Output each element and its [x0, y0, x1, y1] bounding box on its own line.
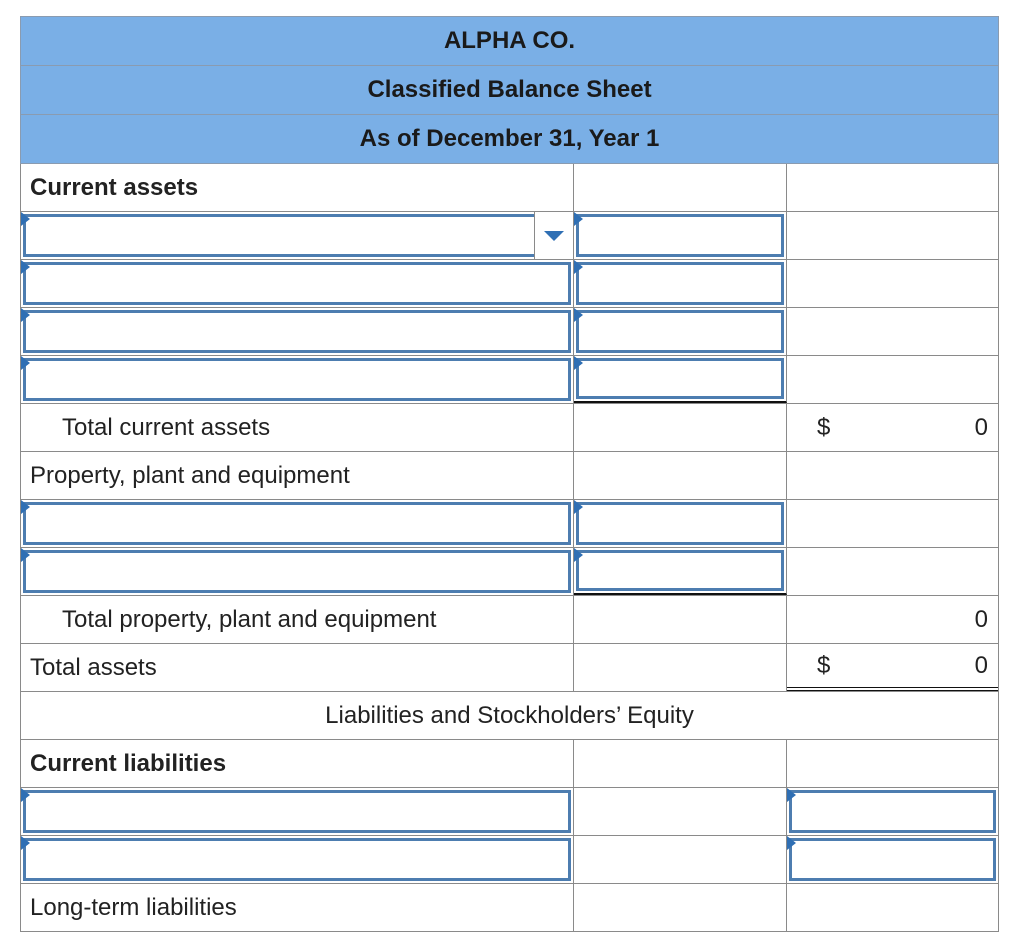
input-marker-icon	[574, 500, 583, 514]
total-current-assets-value: 0	[974, 413, 988, 441]
current-asset-3-amount-input[interactable]	[576, 310, 784, 353]
current-asset-1-account-select[interactable]	[23, 214, 571, 257]
input-marker-icon	[574, 212, 583, 226]
input-marker-icon	[787, 788, 796, 802]
current-asset-row-1	[20, 212, 999, 260]
current-asset-2-account-input[interactable]	[23, 262, 571, 305]
long-term-liabilities-label: Long-term liabilities	[21, 884, 574, 931]
current-liability-2-account-input[interactable]	[23, 838, 571, 881]
input-marker-icon	[787, 836, 796, 850]
current-liability-2-amount-input[interactable]	[789, 838, 996, 881]
statement-date: As of December 31, Year 1	[20, 114, 999, 164]
total-ppe-label: Total property, plant and equipment	[21, 596, 574, 643]
current-liabilities-heading-row	[20, 740, 999, 788]
liabilities-section-title: Liabilities and Stockholders’ Equity	[325, 701, 694, 729]
current-asset-row-2	[20, 260, 999, 308]
input-marker-icon	[21, 212, 30, 226]
input-marker-icon	[574, 308, 583, 322]
current-asset-4-account-input[interactable]	[23, 358, 571, 401]
currency-symbol: $	[817, 413, 831, 441]
current-asset-row-3	[20, 308, 999, 356]
total-assets-row	[20, 644, 999, 692]
current-asset-3-account-input[interactable]	[23, 310, 571, 353]
ppe-label: Property, plant and equipment	[21, 452, 574, 499]
input-marker-icon	[21, 308, 30, 322]
total-ppe-row	[20, 596, 999, 644]
input-marker-icon	[21, 260, 30, 274]
input-marker-icon	[21, 548, 30, 562]
liabilities-section-row	[20, 692, 999, 740]
input-marker-icon	[574, 548, 583, 562]
input-marker-icon	[21, 788, 30, 802]
input-marker-icon	[574, 356, 583, 370]
current-liabilities-label: Current liabilities	[21, 740, 574, 787]
current-assets-heading-row	[20, 164, 999, 212]
current-asset-1-amount-input[interactable]	[576, 214, 784, 257]
currency-symbol: $	[817, 651, 831, 679]
company-name: ALPHA CO.	[20, 16, 999, 65]
chevron-down-icon	[544, 231, 564, 241]
current-asset-2-amount-input[interactable]	[576, 262, 784, 305]
long-term-liabilities-heading-row	[20, 884, 999, 932]
total-assets-label: Total assets	[21, 644, 574, 691]
total-ppe-value: 0	[974, 605, 988, 633]
balance-sheet	[20, 16, 999, 932]
ppe-1-account-input[interactable]	[23, 502, 571, 545]
input-marker-icon	[574, 260, 583, 274]
ppe-2-amount-input[interactable]	[576, 550, 784, 591]
ppe-1-amount-input[interactable]	[576, 502, 784, 545]
current-liability-1-amount-input[interactable]	[789, 790, 996, 833]
current-asset-4-amount-input[interactable]	[576, 358, 784, 399]
current-asset-row-4	[20, 356, 999, 404]
ppe-heading-row	[20, 452, 999, 500]
total-current-assets-row	[20, 404, 999, 452]
input-marker-icon	[21, 500, 30, 514]
ppe-2-account-input[interactable]	[23, 550, 571, 593]
current-assets-label: Current assets	[21, 164, 574, 211]
current-liability-row-2	[20, 836, 999, 884]
ppe-row-2	[20, 548, 999, 596]
statement-title: Classified Balance Sheet	[20, 65, 999, 114]
input-marker-icon	[21, 356, 30, 370]
total-current-assets-label: Total current assets	[21, 404, 574, 451]
input-marker-icon	[21, 836, 30, 850]
dropdown-button[interactable]	[534, 212, 573, 259]
ppe-row-1	[20, 500, 999, 548]
current-liability-1-account-input[interactable]	[23, 790, 571, 833]
total-assets-value: 0	[974, 651, 988, 679]
current-liability-row-1	[20, 788, 999, 836]
